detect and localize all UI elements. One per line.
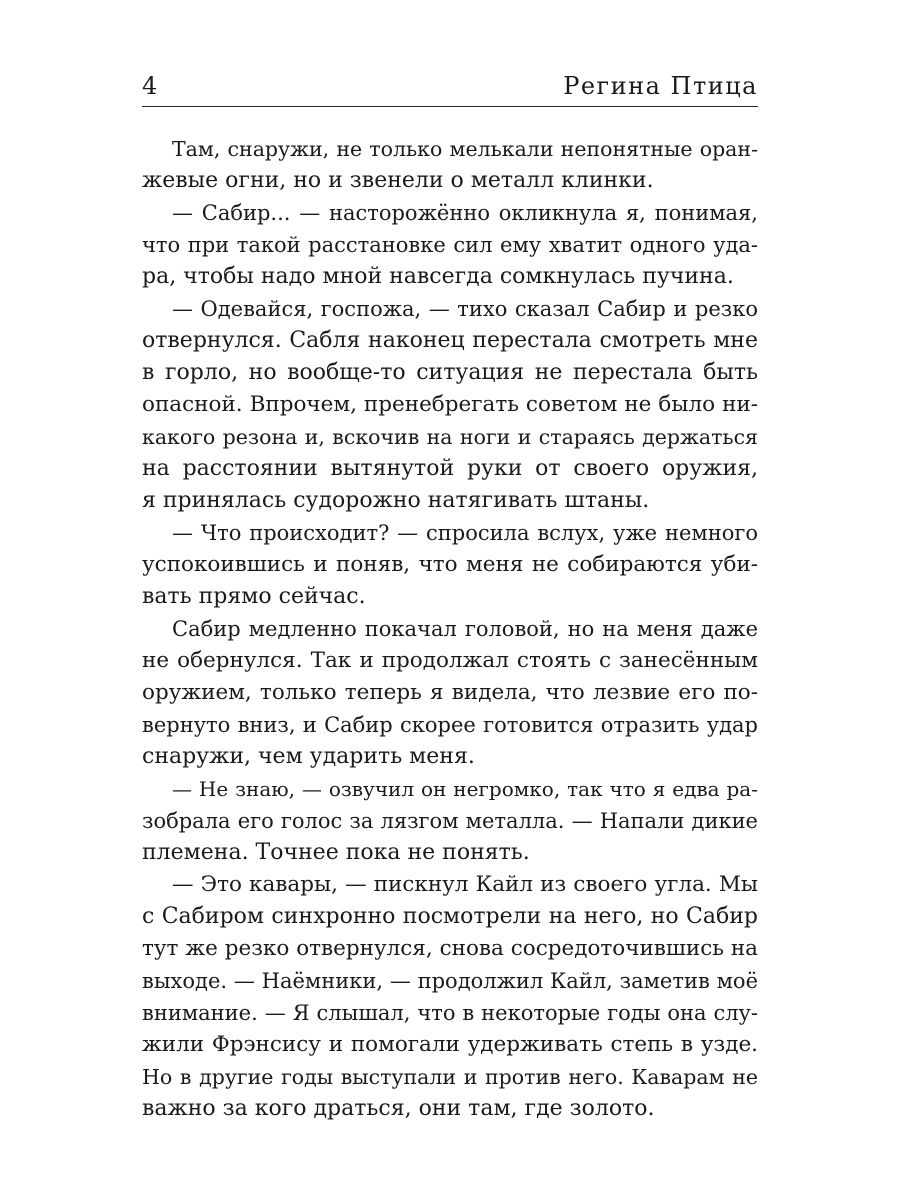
running-title: Регина Птица (563, 72, 758, 100)
text-line: — Что происходит? — спросила вслух, уже немного (172, 521, 758, 545)
text-line: Сабир медленно покачал головой, но на меня даже (172, 617, 758, 641)
text-line: выходе. — Наёмники, — продолжил Кайл, заметив моё (142, 969, 758, 993)
text-line: Там, снаружи, не только мелькали непонятные оран- (172, 137, 758, 161)
text-line: зобрала его голос за лязгом металла. — Напали дикие (142, 809, 758, 833)
text-line: — Одевайся, госпожа, — тихо сказал Сабир и резко (172, 297, 758, 321)
text-line: снаружи, чем ударить меня. (142, 744, 475, 769)
text-line: вернуто вниз, и Сабир скорее готовится отразить удар (142, 713, 758, 737)
text-line: на расстоянии вытянутой руки от своего оружия, (142, 456, 758, 481)
text-line: — Сабир... — насторожённо окликнула я, понимая, (172, 201, 758, 225)
page-number: 4 (142, 72, 158, 100)
text-line: с Сабиром синхронно посмотрели на него, но Сабир (142, 904, 758, 929)
text-line: что при такой расстановке сил ему хватит одного уда- (142, 233, 758, 257)
text-line: тут же резко отвернулся, снова сосредоточившись на (142, 936, 758, 961)
text-line: вать прямо сейчас. (142, 584, 366, 609)
text-line: — Это кавары, — пискнул Кайл из своего угла. Мы (172, 872, 758, 897)
text-line: отвернулся. Сабля наконец перестала смотреть мне (142, 328, 758, 353)
header-divider (142, 106, 758, 107)
text-line: племена. Точнее пока не понять. (142, 840, 530, 865)
text-line: важно за кого драться, они там, где золото. (142, 1096, 655, 1121)
body-text (142, 133, 758, 1125)
text-line: жили Фрэнсису и помогали удерживать степь в узде. (142, 1032, 758, 1057)
text-line: не обернулся. Так и продолжал стоять с занесённым (142, 648, 758, 673)
text-line: я принялась судорожно натягивать штаны. (142, 488, 650, 513)
text-line: жевые огни, но и звенели о металл клинки. (142, 168, 654, 193)
text-line: — Не знаю, — озвучил он негромко, так что я едва ра- (172, 777, 758, 801)
text-line: успокоившись и поняв, что меня не собираются уби- (142, 552, 758, 577)
text-line: опасной. Впрочем, пренебрегать советом не было ни- (142, 392, 758, 417)
text-line: внимание. — Я слышал, что в некоторые годы она слу- (142, 1001, 758, 1025)
page-header (142, 70, 758, 106)
text-line: какого резона и, вскочив на ноги и стараясь держаться (142, 425, 758, 449)
text-line: в горло, но вообще-то ситуация не перестала быть (142, 360, 758, 385)
text-line: Но в другие годы выступали и против него. Каварам не (142, 1065, 758, 1089)
text-line: ра, чтобы надо мной навсегда сомкнулась пучина. (142, 264, 734, 289)
text-line: оружием, только теперь я видела, что лезвие его по- (142, 680, 758, 705)
